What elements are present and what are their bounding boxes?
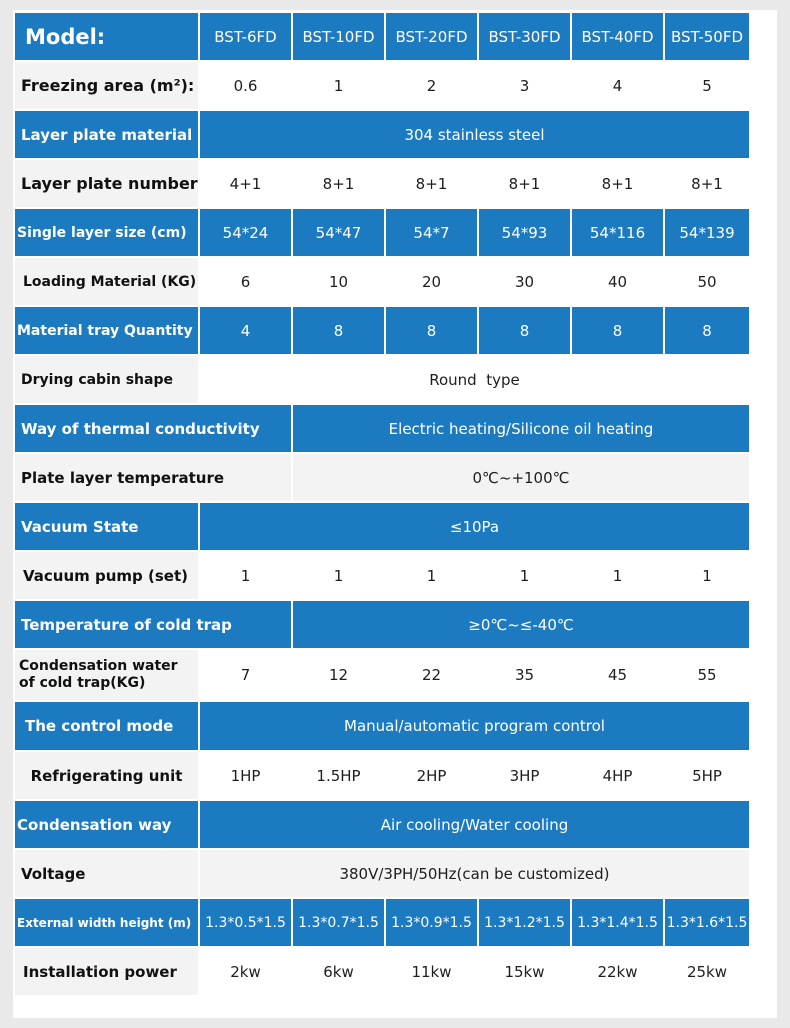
row-control-mode xyxy=(15,702,749,750)
material-tray-quantity-label: Material tray Quantity xyxy=(15,307,198,354)
drying-cabin-shape-label: Drying cabin shape xyxy=(15,356,198,403)
value-cell: 1.3*0.5*1.5 xyxy=(200,899,291,946)
row-condensation-water xyxy=(15,650,749,700)
row-model xyxy=(15,13,749,60)
value-cell: 30 xyxy=(479,258,570,305)
loading-material-label: Loading Material (KG) xyxy=(15,258,198,305)
condensation-way-label: Condensation way xyxy=(15,801,198,848)
vacuum-state-label: Vacuum State xyxy=(15,503,198,550)
row-plate-layer-temperature xyxy=(15,454,749,501)
row-installation-power xyxy=(15,948,749,995)
value-cell: 1HP xyxy=(200,752,291,799)
spec-table xyxy=(13,11,751,997)
value-cell: 1.3*0.7*1.5 xyxy=(293,899,384,946)
value-cell: 1 xyxy=(572,552,663,599)
value-cell: 8+1 xyxy=(386,160,477,207)
cold-trap-temperature-label: Temperature of cold trap xyxy=(15,601,291,648)
value-cell: 2HP xyxy=(386,752,477,799)
value-cell: 1.3*1.4*1.5 xyxy=(572,899,663,946)
value-cell: 5 xyxy=(665,62,749,109)
value-cell: 45 xyxy=(572,650,663,700)
value-cell: 1 xyxy=(386,552,477,599)
value-cell: 1.5HP xyxy=(293,752,384,799)
model-cell: BST-40FD xyxy=(572,13,663,60)
value-cell: 4 xyxy=(200,307,291,354)
vacuum-pump-label: Vacuum pump (set) xyxy=(15,552,198,599)
value-cell: 1.3*0.9*1.5 xyxy=(386,899,477,946)
row-voltage xyxy=(15,850,749,897)
value-cell: 40 xyxy=(572,258,663,305)
value-cell: 35 xyxy=(479,650,570,700)
row-vacuum-state xyxy=(15,503,749,550)
control-mode-value: Manual/automatic program control xyxy=(200,702,749,750)
voltage-value: 380V/3PH/50Hz(can be customized) xyxy=(200,850,749,897)
row-single-layer-size xyxy=(15,209,749,256)
value-cell: 2 xyxy=(386,62,477,109)
value-cell: 8 xyxy=(479,307,570,354)
value-cell: 1 xyxy=(293,552,384,599)
value-cell: 6 xyxy=(200,258,291,305)
drying-cabin-shape-value: Round type xyxy=(200,356,749,403)
value-cell: 54*24 xyxy=(200,209,291,256)
single-layer-size-label: Single layer size (cm) xyxy=(15,209,198,256)
freezing-area-label: Freezing area (m²): xyxy=(15,62,198,109)
value-cell: 4HP xyxy=(572,752,663,799)
value-cell: 8+1 xyxy=(479,160,570,207)
value-cell: 8 xyxy=(293,307,384,354)
value-cell: 25kw xyxy=(665,948,749,995)
model-cell: BST-50FD xyxy=(665,13,749,60)
row-external-size xyxy=(15,899,749,946)
installation-power-label: Installation power xyxy=(15,948,198,995)
model-cell: BST-20FD xyxy=(386,13,477,60)
condensation-way-value: Air cooling/Water cooling xyxy=(200,801,749,848)
value-cell: 1 xyxy=(665,552,749,599)
value-cell: 0.6 xyxy=(200,62,291,109)
value-cell: 3 xyxy=(479,62,570,109)
value-cell: 8 xyxy=(665,307,749,354)
value-cell: 12 xyxy=(293,650,384,700)
value-cell: 8 xyxy=(572,307,663,354)
thermal-conductivity-value: Electric heating/Silicone oil heating xyxy=(293,405,749,452)
value-cell: 2kw xyxy=(200,948,291,995)
thermal-conductivity-label: Way of thermal conductivity xyxy=(15,405,291,452)
layer-plate-material-label: Layer plate material xyxy=(15,111,198,158)
layer-plate-material-value: 304 stainless steel xyxy=(200,111,749,158)
model-cell: BST-30FD xyxy=(479,13,570,60)
value-cell: 1 xyxy=(293,62,384,109)
row-freezing-area xyxy=(15,62,749,109)
value-cell: 8 xyxy=(386,307,477,354)
value-cell: 10 xyxy=(293,258,384,305)
value-cell: 54*116 xyxy=(572,209,663,256)
value-cell: 4+1 xyxy=(200,160,291,207)
control-mode-label: The control mode xyxy=(15,702,198,750)
value-cell: 54*93 xyxy=(479,209,570,256)
external-size-label: External width height (m) xyxy=(15,899,198,946)
row-refrigerating-unit xyxy=(15,752,749,799)
value-cell: 8+1 xyxy=(572,160,663,207)
value-cell: 6kw xyxy=(293,948,384,995)
value-cell: 1.3*1.6*1.5 xyxy=(665,899,749,946)
value-cell: 50 xyxy=(665,258,749,305)
row-material-tray-quantity xyxy=(15,307,749,354)
condensation-water-label: Condensation water of cold trap(KG) xyxy=(15,650,198,700)
cold-trap-temperature-value: ≥0℃~≤-40℃ xyxy=(293,601,749,648)
value-cell: 7 xyxy=(200,650,291,700)
vacuum-state-value: ≤10Pa xyxy=(200,503,749,550)
value-cell: 15kw xyxy=(479,948,570,995)
row-drying-cabin-shape xyxy=(15,356,749,403)
voltage-label: Voltage xyxy=(15,850,198,897)
value-cell: 5HP xyxy=(665,752,749,799)
value-cell: 1 xyxy=(200,552,291,599)
row-thermal-conductivity xyxy=(15,405,749,452)
row-layer-plate-material xyxy=(15,111,749,158)
value-cell: 3HP xyxy=(479,752,570,799)
row-cold-trap-temperature xyxy=(15,601,749,648)
model-cell: BST-10FD xyxy=(293,13,384,60)
value-cell: 1 xyxy=(479,552,570,599)
plate-layer-temperature-value: 0℃~+100℃ xyxy=(293,454,749,501)
model-cell: BST-6FD xyxy=(200,13,291,60)
row-condensation-way xyxy=(15,801,749,848)
value-cell: 22 xyxy=(386,650,477,700)
value-cell: 22kw xyxy=(572,948,663,995)
value-cell: 4 xyxy=(572,62,663,109)
refrigerating-unit-label: Refrigerating unit xyxy=(15,752,198,799)
row-layer-plate-number xyxy=(15,160,749,207)
value-cell: 8+1 xyxy=(665,160,749,207)
value-cell: 55 xyxy=(665,650,749,700)
model-label: Model: xyxy=(15,13,198,60)
row-loading-material xyxy=(15,258,749,305)
value-cell: 11kw xyxy=(386,948,477,995)
value-cell: 54*139 xyxy=(665,209,749,256)
value-cell: 20 xyxy=(386,258,477,305)
layer-plate-number-label: Layer plate number xyxy=(15,160,198,207)
row-vacuum-pump xyxy=(15,552,749,599)
value-cell: 8+1 xyxy=(293,160,384,207)
value-cell: 54*47 xyxy=(293,209,384,256)
value-cell: 1.3*1.2*1.5 xyxy=(479,899,570,946)
value-cell: 54*7 xyxy=(386,209,477,256)
plate-layer-temperature-label: Plate layer temperature xyxy=(15,454,291,501)
